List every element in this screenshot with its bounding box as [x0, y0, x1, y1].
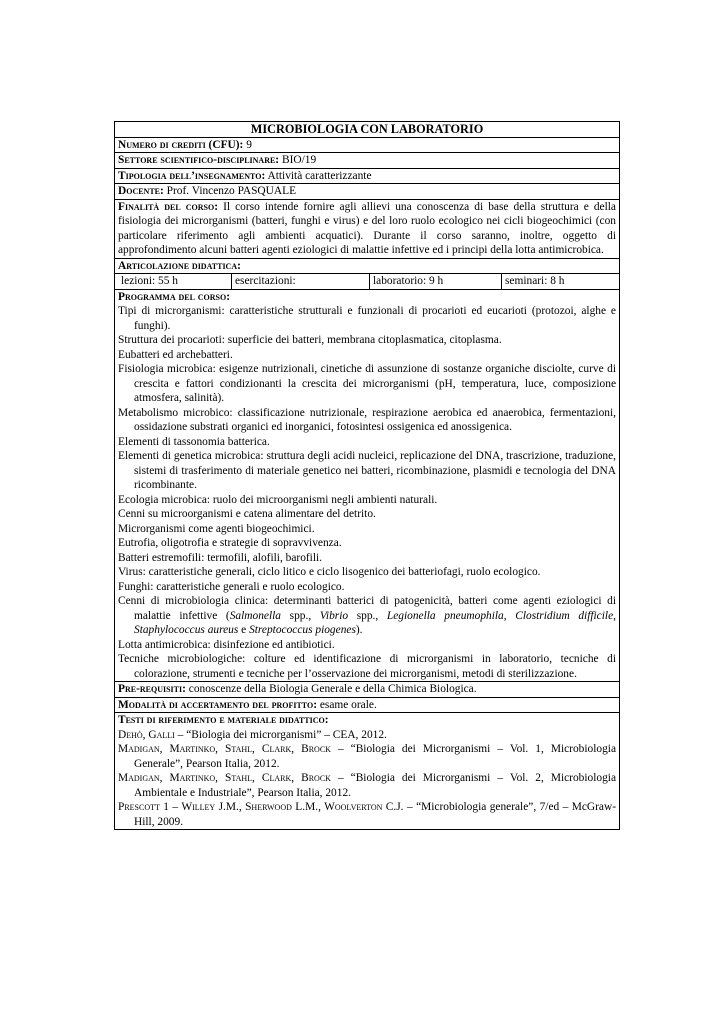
species-salmonella: Salmonella — [229, 609, 281, 622]
exercises-hours: esercitazioni: — [232, 274, 370, 289]
program-item: Eutrofia, oligotrofia e strategie di sopravvivenza. — [118, 537, 342, 549]
course-title: MICROBIOLOGIA CON LABORATORIO — [115, 122, 620, 138]
clinical-sep: spp., — [348, 609, 387, 622]
credits-value: 9 — [246, 138, 252, 151]
prereq-value: conoscenze della Biologia Generale e della Chimica Biologica. — [188, 683, 477, 695]
articulation-label: Articolazione didattica: — [118, 259, 241, 272]
teacher-label: Docente: — [118, 185, 164, 197]
program-item: Microrganismi come agenti biogeochimici. — [118, 522, 315, 535]
reference-authors: Prescott 1 – Willey J.M., Sherwood L.M., Woolverton C.J. — [118, 801, 404, 813]
clinical-end: ). — [355, 624, 363, 636]
aims-text: Il corso intende fornire agli allievi una conoscenza di base della struttura e della fisiologia dei microrganismi (batteri, funghi e virus) e del loro ruolo ecologico nei cicli biogeochimici (con particolare riferimento agli ambienti acquatici). Durante il corso saranno, inoltre, oggetto di approfondimento alcuni batteri agenti eziologici di malattie infettive ed i principi della lotta antimicrobica. — [118, 200, 616, 256]
sector-label: Settore scientifico-disciplinare: — [118, 154, 280, 166]
reference-item — [118, 800, 616, 829]
articulation-header — [115, 258, 620, 274]
references-label: Testi di riferimento e materiale didattico: — [118, 714, 329, 726]
credits-label: Numero di crediti (CFU): — [118, 138, 244, 151]
assessment-label: Modalità di accertamento del profitto: — [118, 698, 318, 711]
program-item: Metabolismo microbico: classificazione nutrizionale, respirazione aerobica ed anaerobica, fermentazioni, ossidazione substrati organici ed inorganici, fotosintesi ossigenica ed anossigenica. — [118, 406, 616, 433]
reference-authors: Madigan, Martinko, Stahl, Clark, Brock — [118, 743, 331, 755]
program-item: Tecniche microbiologiche: colture ed identificazione di microrganismi in laboratorio, tecniche di colorazione, strumenti e tecniche per l’osservazione dei microrganismi, metodi di sterilizzazione. — [118, 653, 616, 680]
prereq-label: Pre-requisiti: — [118, 683, 186, 695]
reference-item — [118, 771, 616, 800]
typology-label: Tipologia dell’insegnamento: — [118, 169, 266, 182]
species-staphylococcus: Staphylococcus aureus — [134, 624, 239, 636]
reference-details: – “Microbiologia generale”, 7/ed – McGraw-Hill, 2009. — [134, 801, 616, 828]
program-item: Ecologia microbica: ruolo dei microorganismi negli ambienti naturali. — [118, 493, 438, 506]
program-item: Funghi: caratteristiche generali e ruolo ecologico. — [118, 580, 345, 593]
references-section — [115, 713, 620, 830]
lectures-hours: lezioni: 55 h — [118, 274, 232, 289]
species-clostridium: Clostridium difficile — [515, 609, 614, 622]
reference-authors: Dehò, Galli — [118, 728, 175, 741]
reference-item — [118, 728, 616, 743]
reference-details: – “Biologia dei microrganismi” – CEA, 2012. — [174, 728, 387, 741]
program-item: Batteri estremofili: termofili, alofili, barofili. — [118, 551, 323, 564]
program-list — [118, 304, 616, 681]
typology-value: Attività caratterizzante — [267, 169, 372, 182]
clinical-sep: e — [238, 624, 250, 636]
program-item: Elementi di genetica microbica: struttura degli acidi nucleici, replicazione del DNA, trascrizione, traduzione, sistemi di trasferimento di materiale genetico nei batteri, ricombinazione, plasmidi e tecnologia del DNA ricombinante. — [118, 450, 616, 491]
program-section — [115, 289, 620, 682]
species-streptococcus: Streptococcus piogenes — [249, 624, 356, 636]
reference-authors: Madigan, Martinko, Stahl, Clark, Brock — [118, 772, 331, 784]
clinical-lead: Cenni di microbiologia clinica: determinanti batterici di patogenicità, batteri come agenti eziologici di malattie infettive ( — [118, 595, 616, 622]
teacher-row — [115, 184, 620, 200]
species-vibrio: Vibrio — [319, 609, 349, 622]
program-item: Eubatteri ed archebatteri. — [118, 348, 233, 361]
program-item: Elementi di tassonomia batterica. — [118, 435, 270, 448]
program-item: Fisiologia microbica: esigenze nutrizionali, cinetiche di assunzione di sostanze organiche disciolte, curve di crescita e fattori condizionanti la crescita dei microrganismi (pH, temperatura, luce, composizione atmosfera, salinità). — [118, 363, 616, 404]
program-item-clinical — [118, 594, 616, 638]
program-item: Lotta antimicrobica: disinfezione ed antibiotici. — [118, 638, 335, 651]
species-legionella: Legionella pneumophila — [386, 609, 504, 622]
sector-row — [115, 153, 620, 169]
program-label: Programma del corso: — [118, 290, 231, 303]
teacher-value: Prof. Vincenzo PASQUALE — [166, 185, 297, 197]
reference-details: – “Biologia dei Microrganismi – Vol. 2, Microbiologia Ambientale e Industriale”, Pearson Italia, 2012. — [134, 772, 616, 799]
program-item: Cenni su microorganismi e catena alimentare del detrito. — [118, 508, 376, 520]
program-item: Struttura dei procarioti: superficie dei batteri, membrana citoplasmatica, citoplasma. — [118, 334, 502, 346]
typology-row — [115, 168, 620, 184]
reference-item — [118, 742, 616, 771]
assessment-value: esame orale. — [319, 698, 377, 711]
articulation-row — [115, 274, 620, 290]
credits-row — [115, 137, 620, 153]
clinical-sep: , — [613, 609, 616, 622]
sector-value: BIO/19 — [281, 154, 317, 166]
lab-hours: laboratorio: 9 h — [370, 274, 502, 289]
course-sheet — [114, 121, 620, 830]
reference-details: – “Biologia dei Microrganismi – Vol. 1, Microbiologia Generale”, Pearson Italia, 2012. — [134, 743, 616, 770]
aims-row — [115, 199, 620, 258]
clinical-sep: spp., — [281, 609, 320, 622]
program-item: Virus: caratteristiche generali, ciclo litico e ciclo lisogenico dei batteriofagi, ruolo ecologico. — [118, 566, 541, 578]
clinical-sep: , — [503, 609, 516, 622]
aims-label: Finalità del corso: — [118, 200, 219, 213]
assessment-row — [115, 697, 620, 713]
program-item: Tipi di microrganismi: caratteristiche strutturali e funzionali di procarioti ed eucarioti (protozoi, alghe e funghi). — [118, 305, 616, 332]
seminar-hours: seminari: 8 h — [505, 275, 565, 287]
prereq-row — [115, 682, 620, 698]
